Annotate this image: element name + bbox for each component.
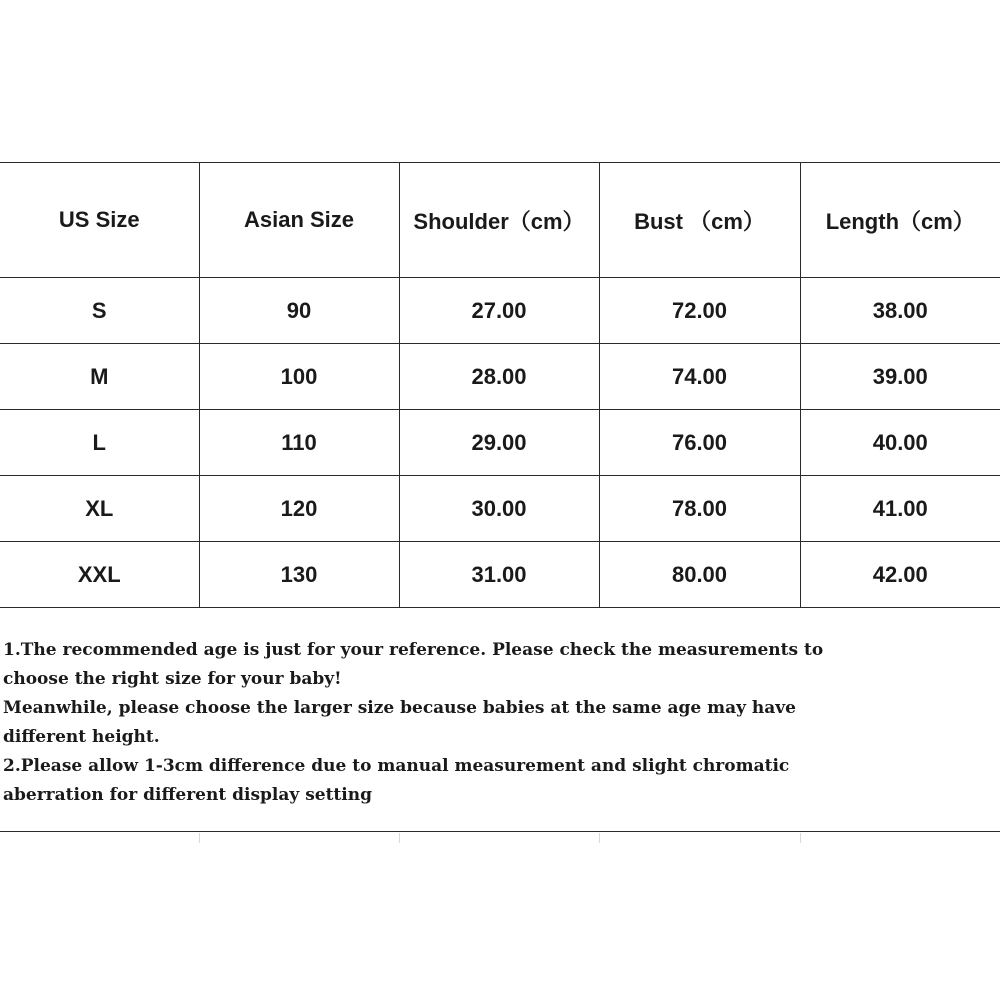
note-line: choose the right size for your baby! [3,669,342,689]
size-notes-box [0,610,1000,832]
divider-tick [399,833,400,843]
cell-us-size: M [0,344,199,410]
table-header-row [0,163,1000,278]
note-line: different height. [3,727,160,747]
table-row [0,476,1000,542]
table-row [0,410,1000,476]
cell-shoulder: 28.00 [399,344,599,410]
table-row [0,278,1000,344]
cell-length: 42.00 [800,542,1000,608]
header-shoulder: Shoulder（cm） [399,163,599,278]
size-chart-table [0,162,1000,608]
divider-tick [599,833,600,843]
cell-asian-size: 100 [199,344,399,410]
cell-asian-size: 120 [199,476,399,542]
cell-us-size: XL [0,476,199,542]
divider-tick [199,833,200,843]
cell-bust: 74.00 [599,344,800,410]
cell-length: 38.00 [800,278,1000,344]
cell-asian-size: 130 [199,542,399,608]
header-bust: Bust （cm） [599,163,800,278]
cell-length: 39.00 [800,344,1000,410]
cell-bust: 72.00 [599,278,800,344]
cell-shoulder: 27.00 [399,278,599,344]
cell-asian-size: 110 [199,410,399,476]
table-row [0,344,1000,410]
note-line: aberration for different display setting [3,785,372,805]
cell-bust: 76.00 [599,410,800,476]
divider-tick [800,833,801,843]
cell-shoulder: 29.00 [399,410,599,476]
cell-bust: 80.00 [599,542,800,608]
cell-shoulder: 30.00 [399,476,599,542]
cell-bust: 78.00 [599,476,800,542]
note-line: 2.Please allow 1-3cm difference due to manual measurement and slight chromatic [3,756,790,776]
header-us-size: US Size [0,163,199,278]
faint-divider-ticks [0,833,1000,843]
note-line: Meanwhile, please choose the larger size because babies at the same age may have [3,698,796,718]
cell-us-size: XXL [0,542,199,608]
size-notes [3,636,993,810]
cell-asian-size: 90 [199,278,399,344]
table-row [0,542,1000,608]
cell-length: 41.00 [800,476,1000,542]
header-asian-size: Asian Size [199,163,399,278]
note-line: 1.The recommended age is just for your reference. Please check the measurements to [3,640,824,660]
cell-us-size: L [0,410,199,476]
cell-length: 40.00 [800,410,1000,476]
header-length: Length（cm） [800,163,1000,278]
cell-us-size: S [0,278,199,344]
cell-shoulder: 31.00 [399,542,599,608]
